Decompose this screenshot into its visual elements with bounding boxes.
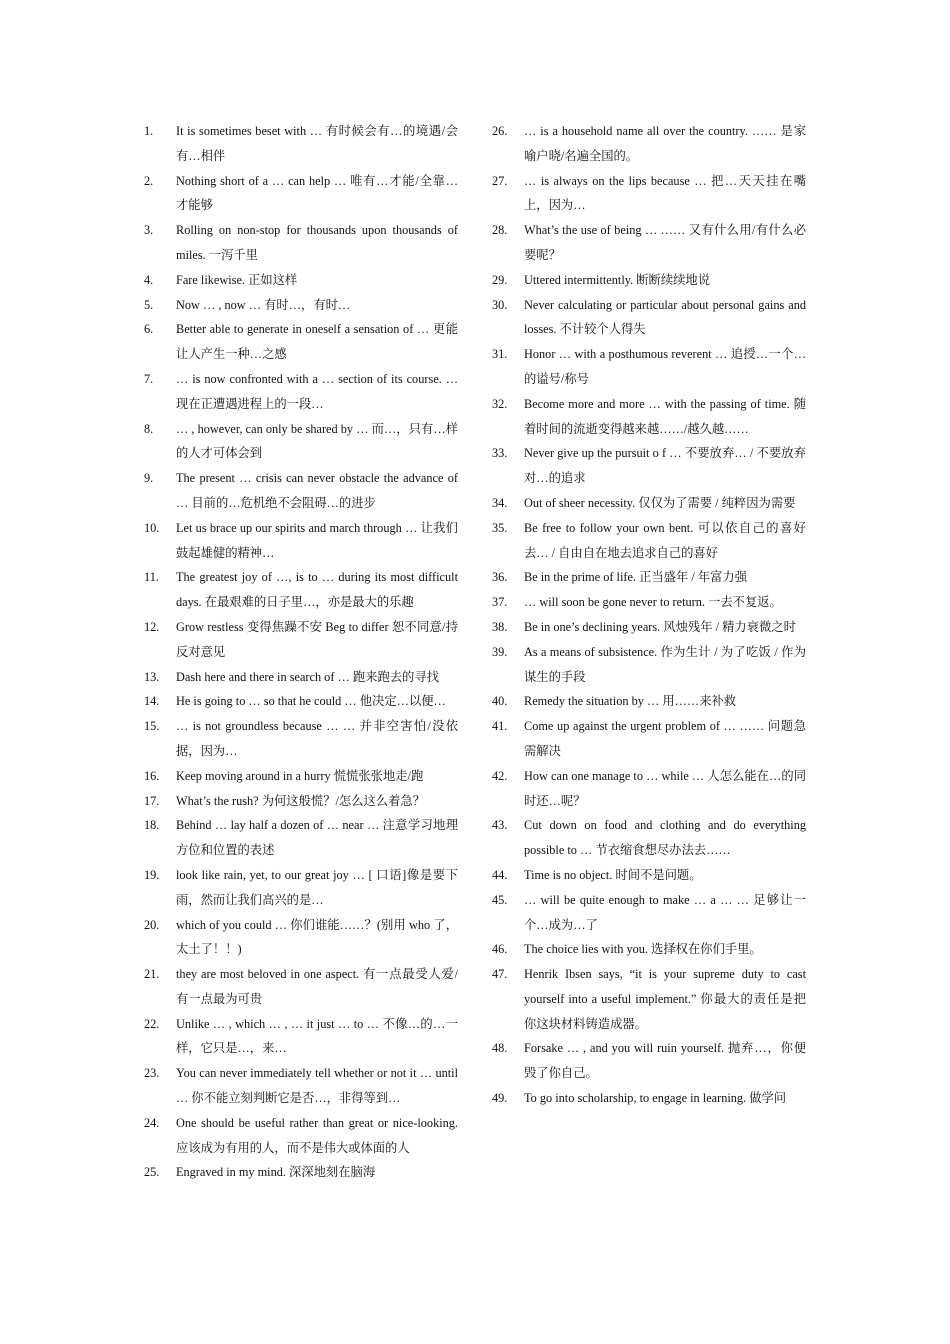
item-number: 40. bbox=[492, 694, 508, 709]
item-text: … is a household name all over the country. …… 是家喻户晓/名遍全国的。 bbox=[524, 124, 806, 163]
item-number: 8. bbox=[144, 421, 154, 436]
item-text: To go into scholarship, to engage in learning. 做学问 bbox=[524, 1091, 787, 1106]
list-item bbox=[492, 714, 806, 764]
item-text: What’s the use of being … …… 又有什么用/有什么必要呢？ bbox=[524, 223, 806, 262]
item-text: Remedy the situation by … 用……来补救 bbox=[524, 694, 737, 709]
list-item bbox=[144, 714, 458, 764]
item-number: 43. bbox=[492, 818, 508, 833]
list-item bbox=[144, 615, 458, 665]
list-item bbox=[144, 367, 458, 417]
list-item bbox=[144, 417, 458, 467]
list-item bbox=[492, 516, 806, 566]
list-item bbox=[144, 689, 458, 714]
item-text: Keep moving around in a hurry 慌慌张张地走/跑 bbox=[176, 768, 424, 783]
list-item bbox=[492, 590, 806, 615]
right-column bbox=[492, 119, 806, 1111]
item-number: 15. bbox=[144, 719, 160, 734]
item-number: 3. bbox=[144, 223, 154, 238]
item-number: 6. bbox=[144, 322, 154, 337]
list-item bbox=[492, 962, 806, 1036]
list-item bbox=[144, 789, 458, 814]
list-item bbox=[492, 565, 806, 590]
item-number: 47. bbox=[492, 967, 508, 982]
list-item bbox=[144, 1160, 458, 1185]
list-item bbox=[492, 268, 806, 293]
item-number: 49. bbox=[492, 1091, 508, 1106]
list-item bbox=[492, 689, 806, 714]
item-text: Never calculating or particular about personal gains and losses. 不计较个人得失 bbox=[524, 297, 806, 337]
item-text: which of you could … 你们谁能……？(别用 who 了，太土了！！) bbox=[176, 917, 458, 957]
list-item bbox=[492, 119, 806, 169]
list-item bbox=[492, 764, 806, 814]
item-number: 16. bbox=[144, 768, 160, 783]
item-number: 13. bbox=[144, 669, 160, 684]
item-text: Be free to follow your own bent. 可以依自己的喜好去… / 自由自在地去追求自己的喜好 bbox=[524, 520, 806, 560]
item-number: 48. bbox=[492, 1041, 508, 1056]
list-item bbox=[144, 1012, 458, 1062]
list-item bbox=[492, 937, 806, 962]
item-text: Honor … with a posthumous reverent … 追授…一个…的谥号/称号 bbox=[524, 347, 806, 386]
list-item bbox=[144, 293, 458, 318]
item-number: 44. bbox=[492, 867, 508, 882]
list-item bbox=[492, 218, 806, 268]
list-item bbox=[492, 1036, 806, 1086]
item-text: … will be quite enough to make … a … … 足够让一个…成为…了 bbox=[524, 892, 806, 932]
item-text: they are most beloved in one aspect. 有一点最受人爱/有一点最为可贵 bbox=[176, 967, 458, 1006]
item-text: Now … , now … 有时…，有时… bbox=[176, 297, 351, 312]
item-text: Better able to generate in oneself a sensation of … 更能让人产生一种…之感 bbox=[176, 322, 458, 362]
item-text: Cut down on food and clothing and do everything possible to … 节衣缩食想尽办法去…… bbox=[524, 818, 806, 858]
item-number: 10. bbox=[144, 520, 160, 535]
list-item bbox=[144, 1061, 458, 1111]
item-number: 27. bbox=[492, 173, 508, 188]
item-text: As a means of subsistence. 作为生计 / 为了吃饭 / 作为谋生的手段 bbox=[524, 644, 806, 684]
item-text: Dash here and there in search of … 跑来跑去的寻找 bbox=[176, 669, 439, 684]
item-text: … , however, can only be shared by … 而…，只有…样的人才可体会到 bbox=[176, 421, 458, 461]
list-item bbox=[492, 1086, 806, 1111]
left-column bbox=[144, 119, 458, 1185]
item-text: The present … crisis can never obstacle the advance of … 目前的…危机绝不会阻碍…的进步 bbox=[176, 471, 458, 510]
item-number: 17. bbox=[144, 793, 160, 808]
item-number: 35. bbox=[492, 520, 508, 535]
item-text: The greatest joy of …, is to … during its most difficult days. 在最艰难的日子里…，亦是最大的乐趣 bbox=[176, 570, 458, 610]
list-item bbox=[144, 764, 458, 789]
list-item bbox=[144, 565, 458, 615]
item-number: 21. bbox=[144, 967, 160, 982]
item-text: Never give up the pursuit o f … 不要放弃… / 不要放弃对…的追求 bbox=[524, 446, 806, 486]
list-item bbox=[492, 169, 806, 219]
item-number: 23. bbox=[144, 1066, 160, 1081]
list-item bbox=[144, 665, 458, 690]
list-item bbox=[144, 466, 458, 516]
item-number: 9. bbox=[144, 471, 154, 486]
list-item bbox=[144, 516, 458, 566]
item-number: 42. bbox=[492, 768, 508, 783]
item-text: … is now confronted with a … section of its course. … 现在正遭遇进程上的一段… bbox=[176, 371, 458, 411]
item-number: 1. bbox=[144, 124, 154, 138]
item-number: 37. bbox=[492, 595, 508, 610]
item-text: He is going to … so that he could … 他决定…以便… bbox=[176, 694, 446, 709]
item-number: 2. bbox=[144, 173, 154, 188]
item-text: Behind … lay half a dozen of … near … 注意学习地理方位和位置的表述 bbox=[176, 818, 458, 858]
item-number: 19. bbox=[144, 867, 160, 882]
item-number: 46. bbox=[492, 942, 508, 957]
item-text: What’s the rush? 为何这般慌？/怎么这么着急？ bbox=[176, 793, 425, 808]
item-number: 38. bbox=[492, 619, 508, 634]
item-number: 29. bbox=[492, 272, 508, 287]
item-text: It is sometimes beset with … 有时候会有…的境遇/会有…相伴 bbox=[176, 124, 458, 163]
list-item bbox=[492, 640, 806, 690]
list-item bbox=[492, 392, 806, 442]
item-number: 28. bbox=[492, 223, 508, 238]
item-text: Fare likewise. 正如这样 bbox=[176, 272, 298, 287]
item-text: Time is no object. 时间不是问题。 bbox=[524, 867, 702, 882]
list-item bbox=[144, 863, 458, 913]
item-number: 41. bbox=[492, 719, 508, 734]
item-number: 20. bbox=[144, 917, 160, 932]
item-text: … is not groundless because … … 并非空害怕/没依据，因为… bbox=[176, 719, 458, 758]
item-text: Let us brace up our spirits and march through … 让我们鼓起雄健的精神… bbox=[176, 520, 458, 560]
list-item bbox=[144, 317, 458, 367]
list-item bbox=[492, 441, 806, 491]
item-text: Come up against the urgent problem of … …… 问题急需解决 bbox=[524, 719, 806, 758]
item-text: Become more and more … with the passing of time. 随着时间的流逝变得越来越……/越久越…… bbox=[524, 396, 806, 436]
item-text: One should be useful rather than great or nice-looking. 应该成为有用的人，而不是伟大或体面的人 bbox=[176, 1115, 458, 1155]
item-text: Engraved in my mind. 深深地刻在脑海 bbox=[176, 1165, 376, 1180]
item-text: How can one manage to … while … 人怎么能在…的同时还…呢？ bbox=[524, 768, 806, 808]
item-number: 31. bbox=[492, 347, 508, 362]
item-number: 4. bbox=[144, 272, 154, 287]
item-text: look like rain, yet, to our great joy … [ 口语]像是要下雨，然而让我们高兴的是… bbox=[176, 867, 458, 907]
item-number: 14. bbox=[144, 694, 160, 709]
item-text: Be in the prime of life. 正当盛年 / 年富力强 bbox=[524, 570, 748, 585]
item-number: 18. bbox=[144, 818, 160, 833]
item-text: Forsake … , and you will ruin yourself. 抛弃…，你便毁了你自己。 bbox=[524, 1041, 806, 1081]
item-text: Grow restless 变得焦躁不安 Beg to differ 恕不同意/持反对意见 bbox=[176, 619, 458, 659]
item-number: 5. bbox=[144, 297, 154, 312]
item-number: 39. bbox=[492, 644, 508, 659]
item-text: Henrik Ibsen says, “it is your supreme duty to cast yourself into a useful implement.” 你最大的责任是把你这块材料铸造成器。 bbox=[524, 967, 806, 1031]
item-text: The choice lies with you. 选择权在你们手里。 bbox=[524, 942, 762, 957]
item-number: 33. bbox=[492, 446, 508, 461]
list-item bbox=[492, 342, 806, 392]
item-number: 12. bbox=[144, 619, 160, 634]
item-number: 24. bbox=[144, 1115, 160, 1130]
list-item bbox=[492, 293, 806, 343]
list-item bbox=[492, 491, 806, 516]
item-number: 34. bbox=[492, 495, 508, 510]
item-text: Nothing short of a … can help … 唯有…才能/全靠…才能够 bbox=[176, 173, 458, 213]
list-item bbox=[492, 888, 806, 938]
item-text: Out of sheer necessity. 仅仅为了需要 / 纯粹因为需要 bbox=[524, 495, 796, 510]
list-item bbox=[144, 913, 458, 963]
item-number: 26. bbox=[492, 124, 508, 138]
item-number: 45. bbox=[492, 892, 508, 907]
list-item bbox=[492, 863, 806, 888]
item-text: … is always on the lips because … 把…天天挂在嘴上，因为… bbox=[524, 173, 806, 213]
item-text: Rolling on non-stop for thousands upon thousands of miles. 一泻千里 bbox=[176, 223, 458, 262]
list-item bbox=[144, 1111, 458, 1161]
list-item bbox=[144, 813, 458, 863]
item-text: You can never immediately tell whether or not it … until … 你不能立刻判断它是否…，非得等到… bbox=[176, 1066, 458, 1106]
list-item bbox=[144, 218, 458, 268]
item-text: Be in one’s declining years. 风烛残年 / 精力衰微之时 bbox=[524, 619, 796, 634]
list-item bbox=[144, 268, 458, 293]
list-item bbox=[144, 169, 458, 219]
item-number: 7. bbox=[144, 371, 154, 386]
list-item bbox=[144, 119, 458, 169]
item-number: 30. bbox=[492, 297, 508, 312]
item-text: … will soon be gone never to return. 一去不复返。 bbox=[524, 595, 782, 610]
list-item bbox=[492, 615, 806, 640]
item-number: 36. bbox=[492, 570, 508, 585]
item-number: 25. bbox=[144, 1165, 160, 1180]
item-number: 22. bbox=[144, 1016, 160, 1031]
item-text: Uttered intermittently. 断断续续地说 bbox=[524, 272, 711, 287]
list-item bbox=[144, 962, 458, 1012]
list-item bbox=[492, 813, 806, 863]
item-number: 11. bbox=[144, 570, 159, 585]
item-text: Unlike … , which … , … it just … to … 不像…的…一样，它只是…，来… bbox=[176, 1016, 458, 1056]
item-number: 32. bbox=[492, 396, 508, 411]
